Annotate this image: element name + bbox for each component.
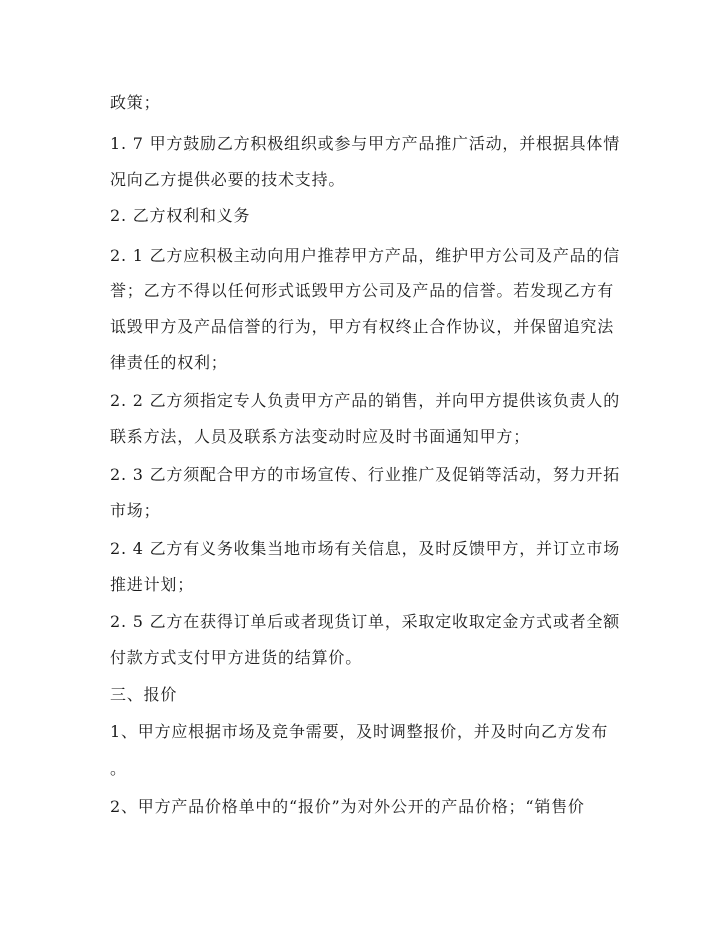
text-line: 市场；: [110, 501, 161, 520]
text-line: 推进计划；: [110, 575, 195, 594]
text-line: 2. 5 乙方在获得订单后或者现货订单，采取定收取定金方式或者全额: [110, 612, 621, 631]
text-line: 1、甲方应根据市场及竞争需要，及时调整报价，并及时向乙方发布: [110, 722, 609, 741]
text-line: 誉；乙方不得以任何形式诋毁甲方公司及产品的信誉。若发现乙方有: [110, 281, 615, 300]
text-line: 诋毁甲方及产品信誉的行为，甲方有权终止合作协议，并保留追究法: [110, 317, 615, 336]
section-heading: 2. 乙方权利和义务: [110, 206, 251, 225]
text-line: 联系方法，人员及联系方法变动时应及时书面通知甲方；: [110, 427, 531, 446]
text-line: 2. 3 乙方须配合甲方的市场宣传、行业推广及促销等活动，努力开拓: [110, 465, 621, 484]
text-line: 2. 4 乙方有义务收集当地市场有关信息，及时反馈甲方，并订立市场: [110, 539, 621, 558]
text-line: 付款方式支付甲方进货的结算价。: [110, 648, 363, 667]
text-line: 律责任的权利；: [110, 353, 228, 372]
text-line: 1. 7 甲方鼓励乙方积极组织或参与甲方产品推广活动，并根据具体情: [110, 134, 621, 153]
text-line: 政策；: [110, 93, 161, 112]
text-line: 况向乙方提供必要的技术支持。: [110, 170, 346, 189]
section-heading: 三、报价: [110, 685, 178, 704]
text-line: 2. 1 乙方应积极主动向用户推荐甲方产品，维护甲方公司及产品的信: [110, 246, 621, 265]
text-line: 2、甲方产品价格单中的“报价”为对外公开的产品价格；“销售价: [110, 797, 585, 816]
text-line: 。: [110, 759, 127, 778]
text-line: 2. 2 乙方须指定专人负责甲方产品的销售，并向甲方提供该负责人的: [110, 391, 621, 410]
